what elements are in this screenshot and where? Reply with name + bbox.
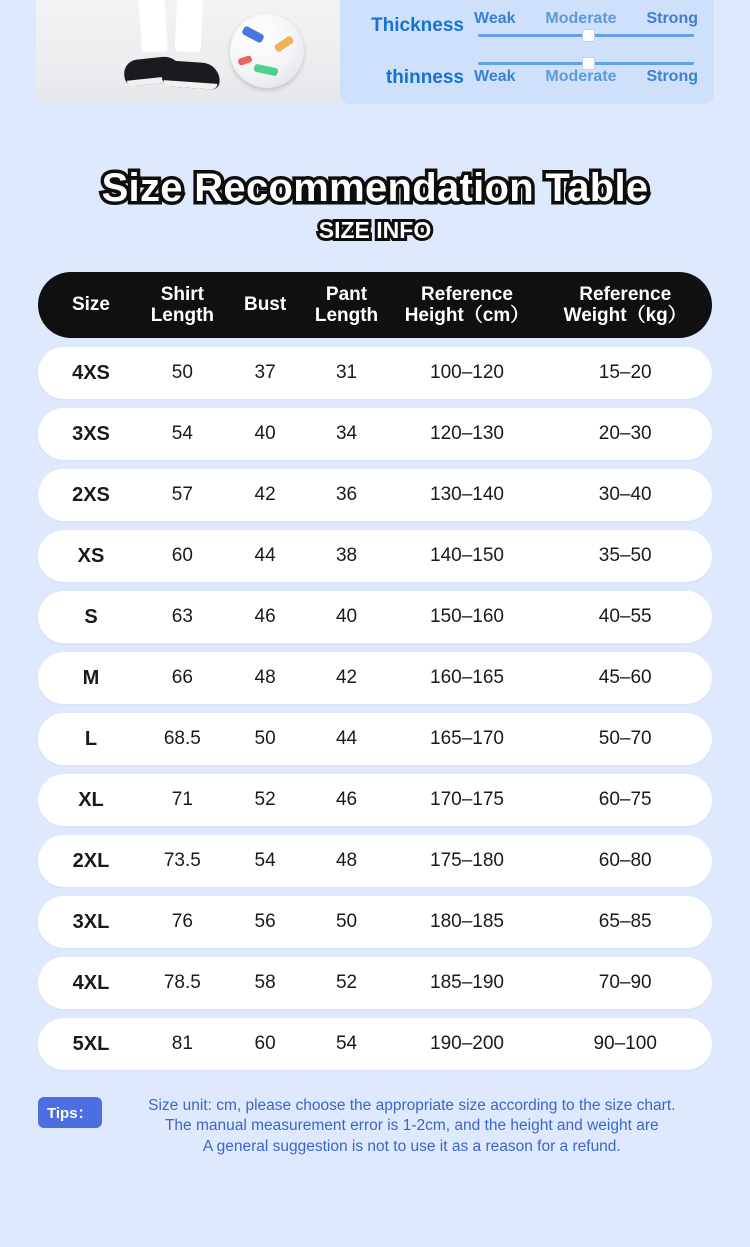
cell-pant-length: 36 (335, 484, 358, 505)
cell-reference-weight: 30–40 (598, 484, 652, 505)
size-table (38, 272, 712, 1070)
header-shirt-line1: Shirt (160, 283, 204, 305)
cell-bust: 56 (254, 911, 276, 932)
cell-shirt-length: 76 (171, 911, 193, 932)
cell-shirt-length: 50 (171, 362, 193, 383)
cell-size: 2XS (72, 483, 110, 506)
cell-bust: 50 (254, 728, 276, 749)
tips-badge: Tips： (38, 1097, 102, 1128)
cell-bust: 60 (254, 1033, 276, 1054)
cell-size: 4XS (72, 361, 110, 384)
cell-shirt-length: 60 (171, 545, 193, 566)
slider-row-thickness (356, 0, 698, 52)
cell-reference-height: 130–140 (430, 484, 504, 505)
cell-reference-height: 185–190 (430, 972, 504, 993)
header-weight-line1: Reference (579, 283, 672, 305)
header-shirt-line2: Length (150, 305, 215, 326)
titles-block (0, 166, 750, 244)
table-row (38, 469, 712, 521)
tips-block (38, 1096, 712, 1157)
cell-pant-length: 40 (335, 606, 358, 627)
cell-pant-length: 48 (335, 850, 358, 871)
header-height-line2: Height（cm） (404, 305, 530, 326)
cell-reference-height: 165–170 (430, 728, 504, 749)
table-row (38, 957, 712, 1009)
cell-reference-weight: 50–70 (598, 728, 652, 749)
cell-bust: 52 (254, 789, 276, 810)
soccer-ball-icon (230, 14, 304, 88)
cell-size: XL (78, 788, 104, 811)
cell-shirt-length: 71 (171, 789, 193, 810)
cell-bust: 54 (254, 850, 276, 871)
header-size: Size (71, 294, 111, 316)
cell-reference-height: 120–130 (430, 423, 504, 444)
slider-scale-thickness[interactable] (474, 6, 698, 46)
header-bust: Bust (243, 294, 287, 316)
cell-pant-length: 46 (335, 789, 358, 810)
header-shirt-length (138, 284, 227, 327)
cell-reference-weight: 60–75 (598, 789, 652, 810)
slider-ticks-thickness (474, 10, 698, 28)
header-reference-weight (544, 284, 706, 327)
header-pant-length (303, 284, 389, 327)
cell-reference-height: 100–120 (430, 362, 504, 383)
tick-weak-2: Weak (474, 68, 516, 85)
header-pant-line2: Length (314, 305, 379, 326)
cell-bust: 40 (254, 423, 276, 444)
cell-pant-length: 54 (335, 1033, 358, 1054)
cell-shirt-length: 66 (171, 667, 193, 688)
tick-strong-2: Strong (646, 68, 698, 85)
cell-reference-weight: 40–55 (598, 606, 652, 627)
cell-bust: 58 (254, 972, 276, 993)
tips-line-1: Size unit: cm, please choose the appropriate size according to the size chart. (148, 1097, 676, 1114)
cell-shirt-length: 73.5 (163, 850, 201, 871)
slider-row-thinness (356, 52, 698, 104)
slider-ticks-thinness (474, 68, 698, 86)
product-photo (36, 0, 340, 104)
cell-size: 3XL (72, 910, 110, 933)
cell-shirt-length: 57 (171, 484, 193, 505)
cell-shirt-length: 68.5 (163, 728, 201, 749)
slider-label-thinness-text: thinness (385, 67, 464, 89)
page-subtitle: SIZE INFO (318, 217, 432, 243)
cell-pant-length: 50 (335, 911, 358, 932)
cell-reference-weight: 15–20 (598, 362, 652, 383)
tips-line-2: The manual measurement error is 1-2cm, and the height and weight are (164, 1117, 659, 1135)
cell-pant-length: 42 (335, 667, 358, 688)
cell-reference-weight: 70–90 (598, 972, 652, 993)
tick-moderate-2: Moderate (545, 68, 617, 85)
cell-pant-length: 31 (335, 362, 358, 383)
cell-pant-length: 44 (335, 728, 358, 749)
cell-bust: 42 (254, 484, 276, 505)
cell-bust: 37 (254, 362, 276, 383)
attribute-sliders-panel (340, 0, 714, 104)
cell-reference-weight: 60–80 (598, 850, 652, 871)
cell-shirt-length: 54 (171, 423, 193, 444)
cell-size: M (82, 666, 100, 689)
table-row (38, 835, 712, 887)
cell-shirt-length: 78.5 (163, 972, 201, 993)
tips-text (112, 1096, 712, 1157)
header-reference-height (390, 284, 545, 327)
table-body (38, 347, 712, 1070)
table-row (38, 591, 712, 643)
table-row (38, 713, 712, 765)
cell-reference-height: 140–150 (430, 545, 504, 566)
cell-reference-weight: 45–60 (598, 667, 652, 688)
slider-label-thickness-text: Thickness (371, 15, 464, 37)
tips-line-3: A general suggestion is not to use it as a reason for a refund. (202, 1137, 621, 1155)
cell-size: L (84, 727, 98, 750)
header-weight-line2: Weight（kg） (563, 305, 687, 326)
cell-reference-weight: 35–50 (598, 545, 652, 566)
slider-label-thinness (356, 68, 464, 88)
cell-pant-length: 38 (335, 545, 358, 566)
cell-size: S (84, 605, 98, 628)
table-header-row (38, 272, 712, 338)
header-pant-line1: Pant (325, 283, 368, 305)
cell-reference-height: 150–160 (430, 606, 504, 627)
header-height-line1: Reference (421, 283, 513, 305)
cell-size: 3XS (72, 422, 110, 445)
leg-left (138, 0, 168, 53)
cell-pant-length: 52 (335, 972, 358, 993)
cell-bust: 46 (254, 606, 276, 627)
table-row (38, 530, 712, 582)
cell-reference-height: 180–185 (430, 911, 504, 932)
tick-strong: Strong (646, 10, 698, 27)
cell-reference-weight: 90–100 (593, 1033, 657, 1054)
tick-weak: Weak (474, 10, 516, 27)
top-strip (0, 0, 750, 104)
cell-reference-weight: 65–85 (598, 911, 652, 932)
table-row (38, 896, 712, 948)
slider-scale-thinness[interactable] (474, 58, 698, 98)
cell-size: XS (77, 544, 105, 567)
cell-reference-weight: 20–30 (598, 423, 652, 444)
page-title: Size Recommendation Table (101, 166, 649, 210)
slider-label-thickness (356, 16, 464, 36)
leg-right (175, 0, 204, 53)
cell-reference-height: 170–175 (430, 789, 504, 810)
cell-size: 4XL (72, 971, 110, 994)
table-row (38, 347, 712, 399)
cell-bust: 44 (254, 545, 276, 566)
table-row (38, 408, 712, 460)
cell-size: 2XL (72, 849, 110, 872)
cell-reference-height: 190–200 (430, 1033, 504, 1054)
cell-shirt-length: 81 (171, 1033, 193, 1054)
table-row (38, 774, 712, 826)
tick-moderate: Moderate (545, 10, 617, 27)
cell-reference-height: 175–180 (430, 850, 504, 871)
cell-reference-height: 160–165 (430, 667, 504, 688)
cell-pant-length: 34 (335, 423, 358, 444)
cell-bust: 48 (254, 667, 276, 688)
cell-size: 5XL (72, 1032, 110, 1055)
table-row (38, 652, 712, 704)
slider-knob-thickness[interactable] (582, 29, 595, 42)
cell-shirt-length: 63 (171, 606, 193, 627)
table-row (38, 1018, 712, 1070)
